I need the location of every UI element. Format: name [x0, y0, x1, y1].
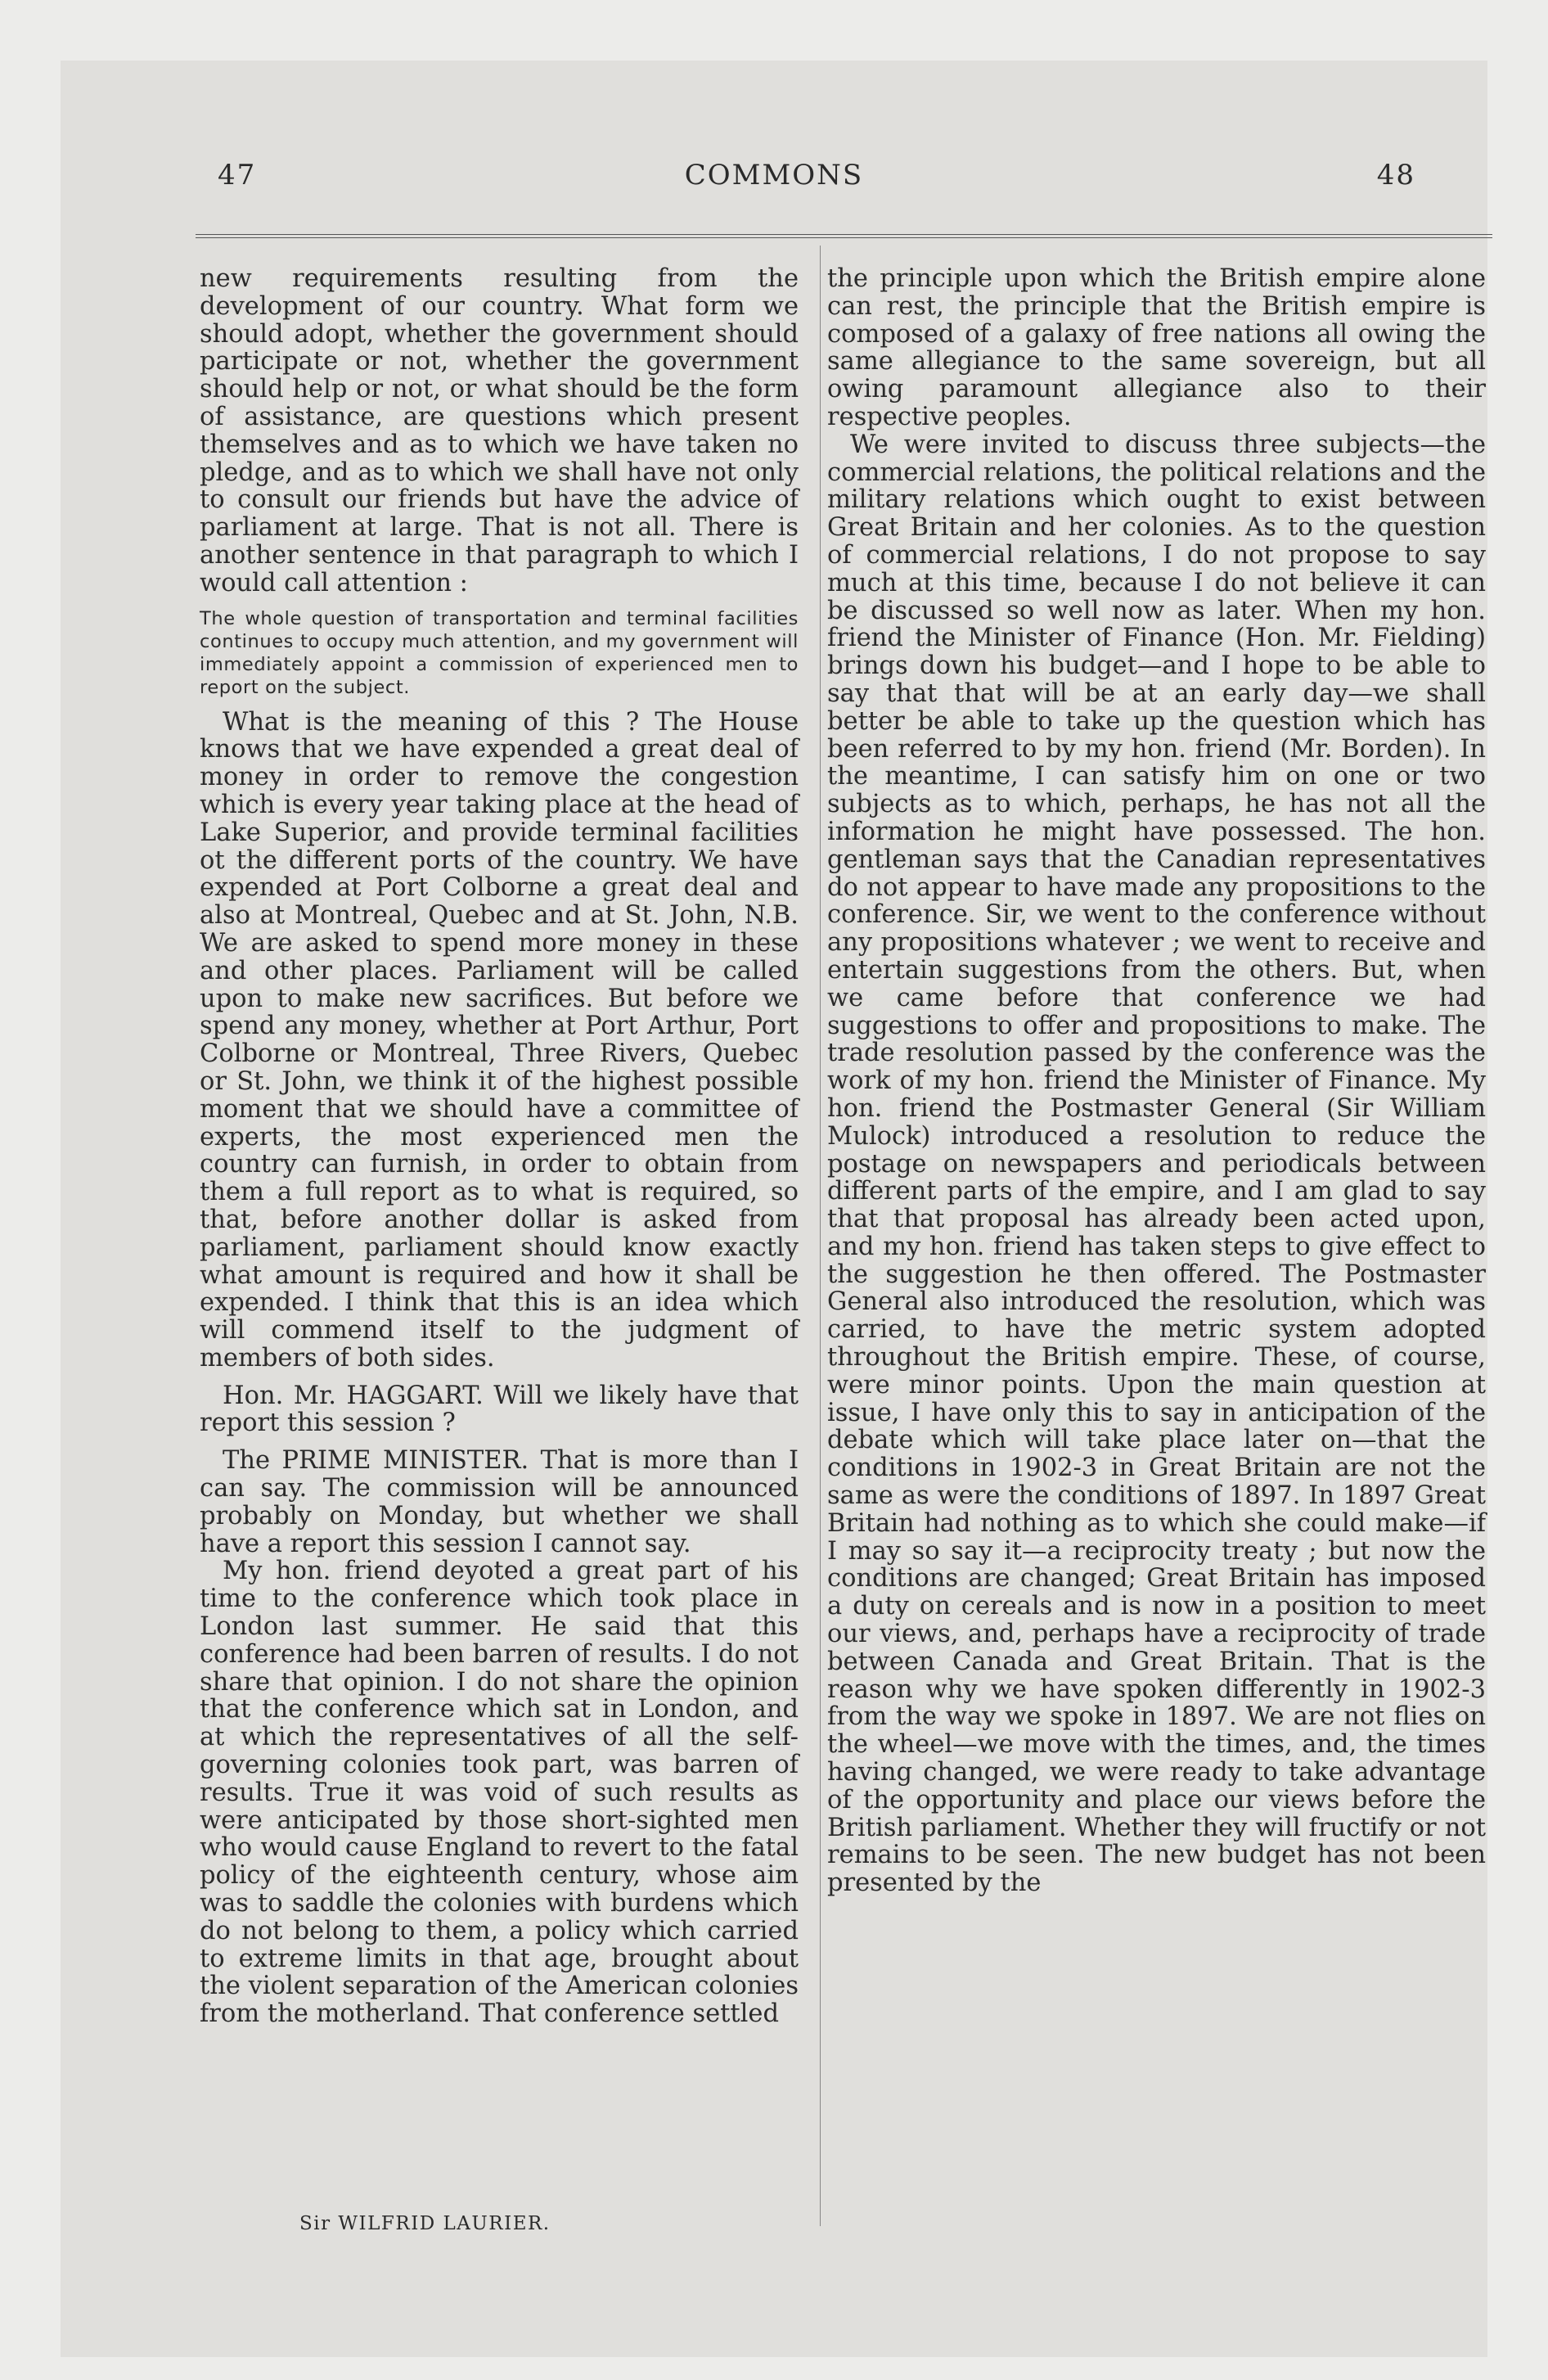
paragraph: My hon. friend deyoted a great part of his time to the conference which took place in London last summer. He said that this conference had been barren of results. I do not share that opinion. I do not share the opinion that the conference which sat in London, and at which the representatives of all the self-governing colonies took part, was barren of results. True it was void of such results as were anticipated by those short-sighted men who would cause England to revert to the fatal policy of the eighteenth century, whose aim was to saddle the colonies with burdens which do not belong to them, a policy which carried to extreme limits in that age, brought about the violent separation of the American colonies from the motherland. That conference settled [200, 1557, 799, 2029]
header-rule [196, 234, 1492, 238]
right-column [827, 265, 1486, 1897]
paragraph: We were invited to discuss three subjects—the commercial relations, the political relations and the military relations which ought to exist between Great Britain and her colonies. As to the question of commercial relations, I do not propose to say much at this time, because I do not believe it can be discussed so well now as later. When my hon. friend the Minister of Finance (Hon. Mr. Fielding) brings down his budget—and I hope to be able to say that that will be at an early day—we shall better be able to take up the question which has been referred to by my hon. friend (Mr. Borden). In the meantime, I can satisfy him on one or two subjects as to which, perhaps, he has not all the information he might have possessed. The hon. gentleman says that the Canadian representatives do not appear to have made any propositions to the conference. Sir, we went to the conference without any propositions whatever ; we went to receive and entertain suggestions from the others. But, when we came before that conference we had suggestions to offer and propositions to make. The trade resolution passed by the conference was the work of my hon. friend the Minister of Finance. My hon. friend the Postmaster General (Sir William Mulock) introduced a resolution to reduce the postage on newspapers and periodicals between different parts of the empire, and I am glad to say that that proposal has already been acted upon, and my hon. friend has taken steps to give effect to the suggestion he then offered. The Postmaster General also introduced the resolution, which was carried, to have the metric system adopted throughout the British empire. These, of course, were minor points. Upon the main question at issue, I have only this to say in anticipation of the debate which will take place later on—that the conditions in 1902-3 in Great Britain are not the same as were the conditions of 1897. In 1897 Great Britain had nothing as to which she could make—if I may so say it—a reciprocity treaty ; but now the conditions are changed; Great Britain has imposed a duty on cereals and is now in a position to meet our views, and, perhaps have a reciprocity of trade between Canada and Great Britain. That is the reason why we have spoken differently in 1902-3 from the way we spoke in 1897. We are not flies on the wheel—we move with the times, and, the times having changed, we were ready to take advantage of the opportunity and place our views before the British parliament. Whether they will fructify or not remains to be seen. The new budget has not been presented by the [827, 430, 1486, 1898]
page-number-right: 48 [1376, 159, 1415, 192]
page-header [61, 159, 1487, 192]
paragraph: The PRIME MINISTER. That is more than I can say. The commission will be announced probably on Monday, but whether we shall have a report this session I cannot say. [200, 1446, 799, 1558]
quoted-passage: The whole question of transportation and terminal facilities continues to occupy much attention, and my government will immediately appoint a commission of experienced men to report on the subject. [200, 607, 799, 698]
left-column [200, 265, 799, 2028]
document-page [61, 61, 1487, 2357]
paragraph: new requirements resulting from the development of our country. What form we should adopt, whether the government should participate or not, whether the government should help or not, or what should be the form of assistance, are questions which present themselves and as to which we have taken no pledge, and as to which we shall have not only to consult our friends but have the advice of parliament at large. That is not all. There is another sentence in that paragraph to which I would call attention : [200, 264, 799, 597]
paragraph: What is the meaning of this ? The House knows that we have expended a great deal of money in order to remove the congestion which is every year taking place at the head of Lake Superior, and provide terminal facilities ot the different ports of the country. We have expended at Port Colborne a great deal and also at Montreal, Quebec and at St. John, N.B. We are asked to spend more money in these and other places. Parliament will be called upon to make new sacrifices. But before we spend any money, whether at Port Arthur, Port Colborne or Montreal, Three Rivers, Quebec or St. John, we think it of the highest possible moment that we should have a committee of experts, the most experienced men the country can furnish, in order to obtain from them a full report as to what is required, so that, before another dollar is asked from parliament, parliament should know exactly what amount is required and how it shall be expended. I think that this is an idea which will commend itself to the judgment of members of both sides. [200, 707, 799, 1373]
paragraph: the principle upon which the British empire alone can rest, the principle that the British empire is composed of a galaxy of free nations all owing the same allegiance to the same sovereign, but all owing paramount allegiance also to their respective peoples. [827, 264, 1486, 431]
column-divider [820, 246, 821, 2226]
paragraph: Hon. Mr. HAGGART. Will we likely have that report this session ? [200, 1381, 799, 1438]
page-title: COMMONS [684, 159, 864, 192]
speaker-signature: Sir WILFRID LAURIER. [299, 2213, 551, 2234]
page-number-left: 47 [218, 159, 257, 192]
